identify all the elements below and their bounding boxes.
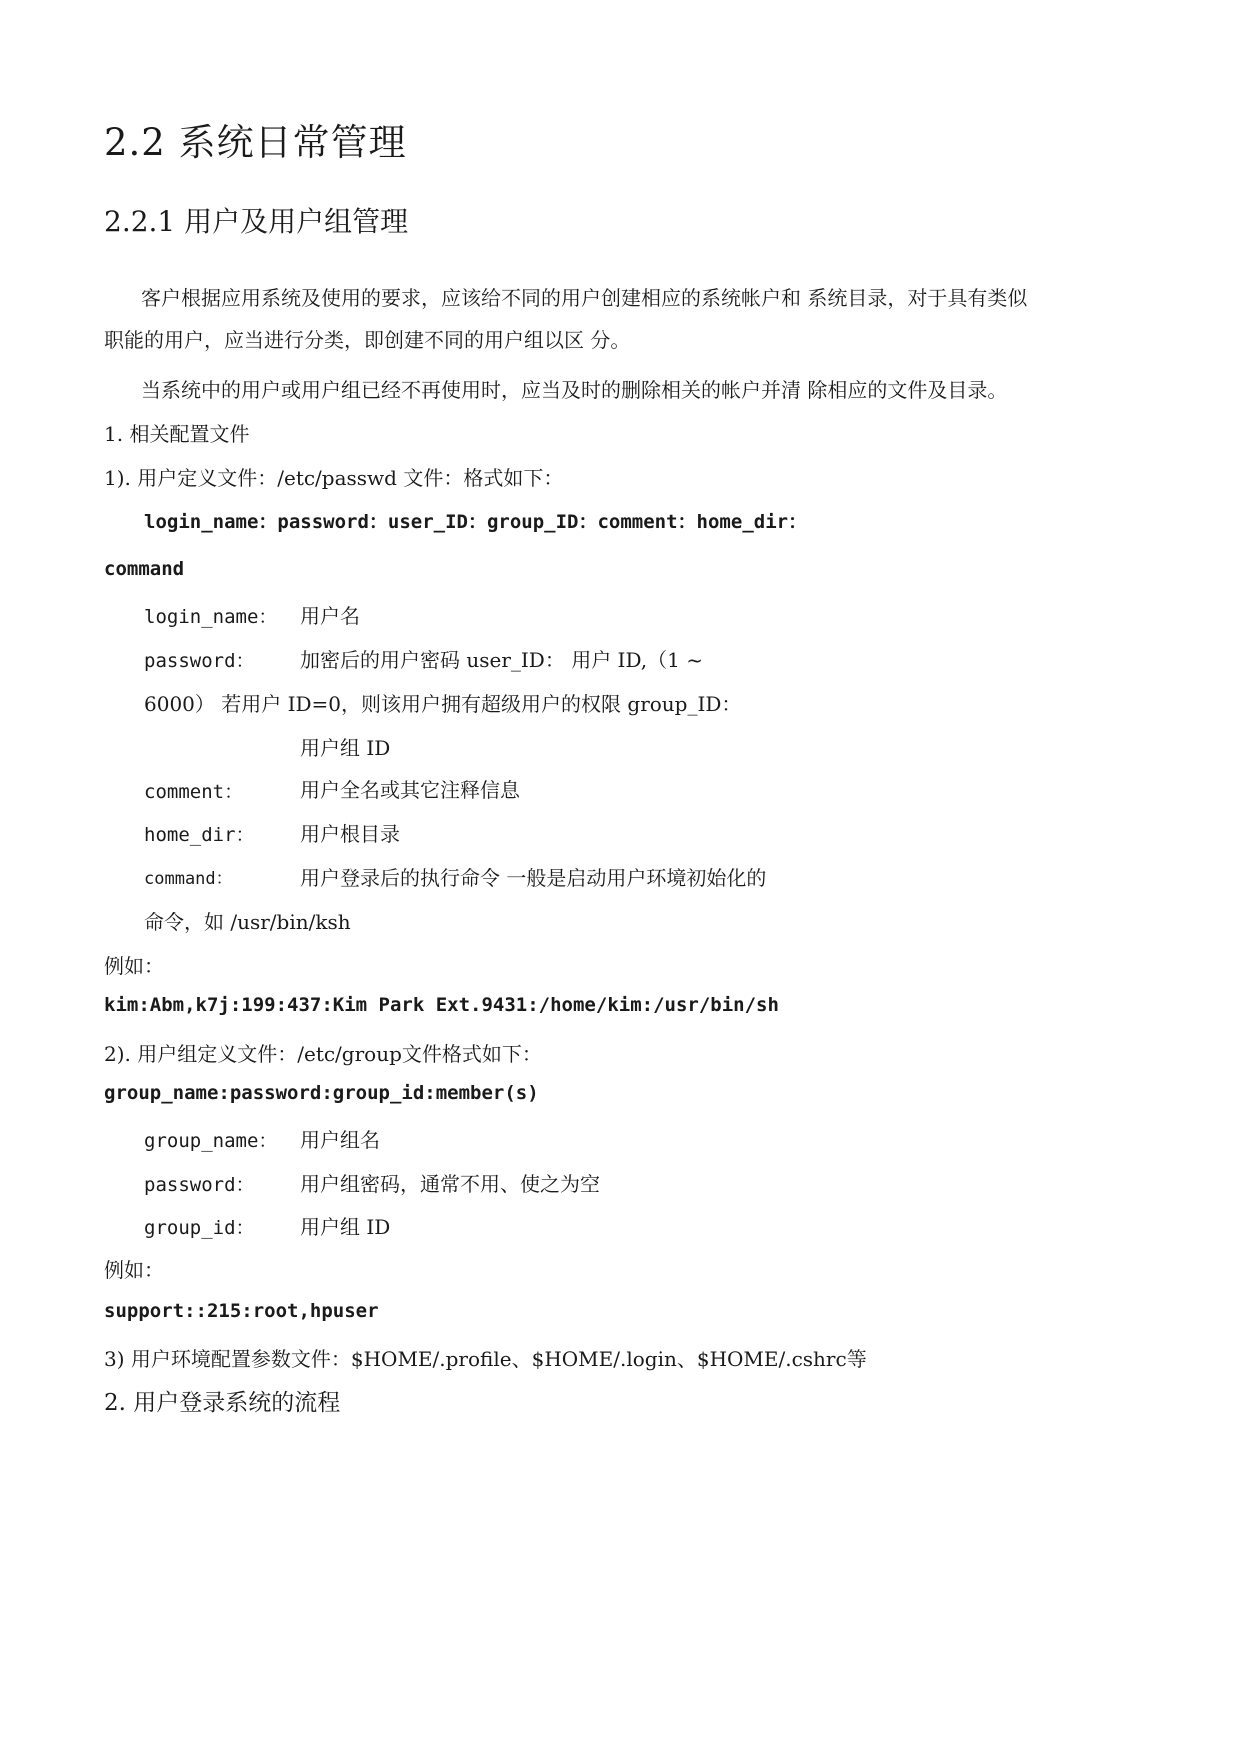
example-group-entry: support::215:root,hpuser (104, 1300, 379, 1322)
field-key-comment: comment： (144, 781, 244, 803)
field-val-comment: 用户全名或其它注释信息 (300, 778, 520, 802)
group-heading: 2). 用户组定义文件：/etc/group文件格式如下： (104, 1042, 542, 1066)
example-label-2: 例如： (104, 1258, 164, 1282)
subsection-heading: 2.2.1 用户及用户组管理 (104, 205, 409, 238)
field-val-group-id: 用户组 ID (300, 736, 391, 760)
field-key-group-id: group_id： (144, 1217, 255, 1239)
field-key-login-name: login_name： (144, 606, 278, 628)
paragraph-1-line-1: 客户根据应用系统及使用的要求，应该给不同的用户创建相应的系统帐户和 系统目录，对于具有类似 (141, 286, 1028, 310)
env-config-line: 3) 用户环境配置参数文件：$HOME/.profile、$HOME/.login、$HOME/.cshrc等 (104, 1347, 867, 1371)
field-key-group-password: password： (144, 1174, 255, 1196)
field-val-command-cont: 命令，如 /usr/bin/ksh (144, 910, 351, 934)
passwd-format-line-1: login_name：password：user_ID：group_ID：comment：home_dir： (144, 511, 808, 533)
field-val-home-dir: 用户根目录 (300, 822, 400, 846)
field-val-group-password: 用户组密码，通常不用、使之为空 (300, 1172, 600, 1196)
passwd-heading: 1). 用户定义文件：/etc/passwd 文件：格式如下： (104, 466, 564, 490)
field-key-home-dir: home_dir： (144, 824, 255, 846)
field-key-password: password： (144, 650, 255, 672)
field-val-group-id-2: 用户组 ID (300, 1215, 391, 1239)
field-val-login-name: 用户名 (300, 604, 360, 628)
list-item-1: 1. 相关配置文件 (104, 422, 250, 446)
passwd-format-line-2: command (104, 558, 185, 580)
field-val-command: 用户登录后的执行命令 一般是启动用户环境初始化的 (300, 866, 767, 890)
paragraph-2: 当系统中的用户或用户组已经不再使用时，应当及时的删除相关的帐户并清 除相应的文件及目录。 (141, 378, 1008, 402)
field-key-group-name: group_name： (144, 1130, 278, 1152)
example-label: 例如： (104, 954, 164, 978)
paragraph-1-line-2: 职能的用户，应当进行分类，即创建不同的用户组以区 分。 (104, 328, 631, 352)
group-format: group_name:password:group_id:member(s) (104, 1082, 539, 1104)
field-continuation: 6000） 若用户 ID=0，则该用户拥有超级用户的权限 group_ID： (144, 692, 742, 716)
example-passwd-entry: kim:Abm,k7j:199:437:Kim Park Ext.9431:/home/kim:/usr/bin/sh (104, 994, 779, 1016)
field-val-group-name: 用户组名 (300, 1128, 380, 1152)
section-heading: 2.2 系统日常管理 (104, 121, 407, 164)
field-val-password: 加密后的用户密码 user_ID： 用户 ID,（1 ~ (300, 648, 703, 672)
field-key-command: command： (144, 869, 233, 889)
list-item-2: 2. 用户登录系统的流程 (104, 1390, 341, 1416)
